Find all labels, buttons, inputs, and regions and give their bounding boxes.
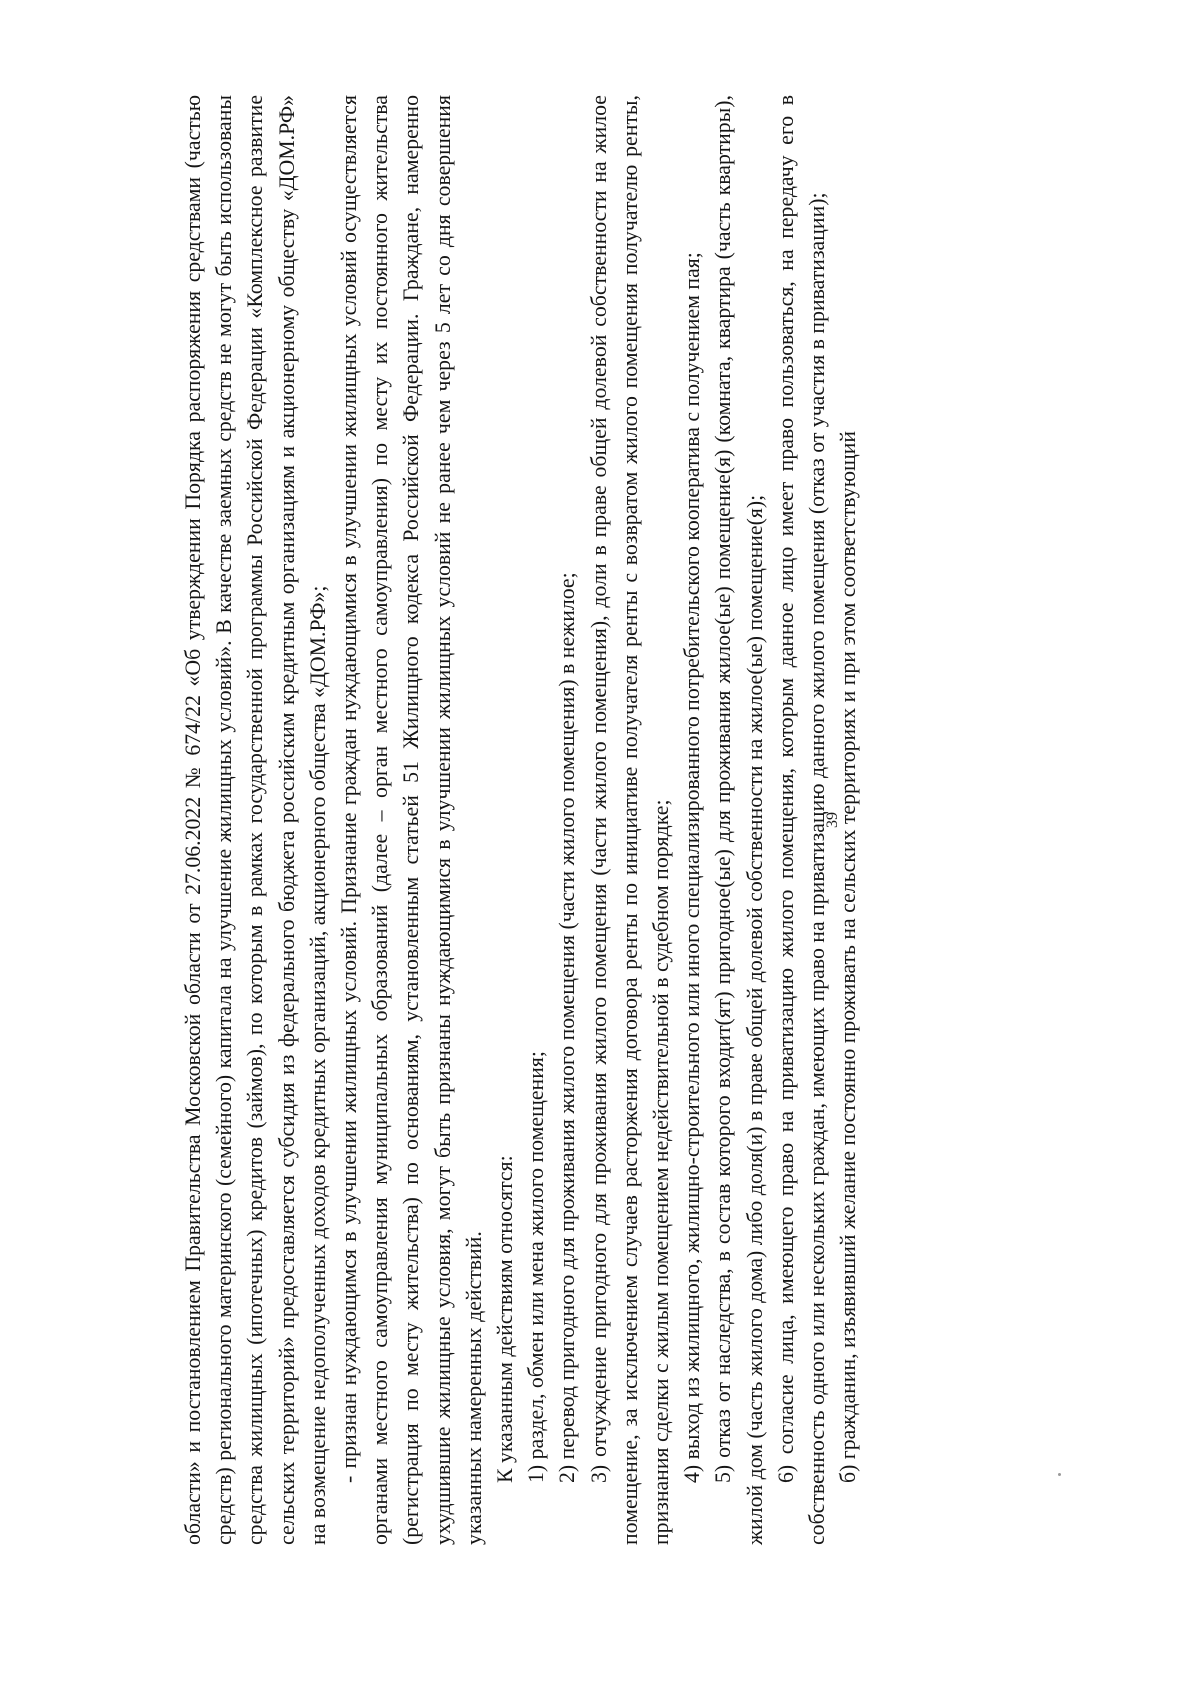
paragraph-8: 5) отказ от наследства, в состав которого входит(ят) пригодное(ые) для проживания жилое(ые) помещение(я) (комната, квартира (часть квартиры), жилой дом (часть жилого дома) либо доля(и) в праве общей долевой собственности на жилое(ые) помещение(я); bbox=[711, 95, 767, 1545]
page-number: 39 bbox=[824, 812, 841, 828]
scan-speck bbox=[1058, 1473, 1061, 1476]
paragraph-5: 2) перевод пригодного для проживания жилого помещения (части жилого помещения) в нежилое; bbox=[555, 572, 580, 1483]
paragraph-7: 4) выход из жилищного, жилищно-строительного или иного специализированного потребительского кооператива с получением пая; bbox=[680, 252, 705, 1483]
paragraph-3: К указанным действиям относятся: bbox=[493, 1155, 518, 1483]
rotated-page-content bbox=[178, 95, 898, 1545]
paragraph-10: б) гражданин, изъявивший желание постоянно проживать на сельских территориях и при этом соответствующий bbox=[836, 430, 861, 1483]
paragraph-9: 6) согласие лица, имеющего право на приватизацию жилого помещения, которым данное лицо имеет право пользоваться, на передачу его в собственность одного или нескольких граждан, имеющих право на приватизацию данного жилого помещения (отказ от участия в приватизации); bbox=[773, 95, 830, 1545]
paragraph-1: области» и постановлением Правительства Московской области от 27.06.2022 № 674/22 «Об утверждении Порядка распоряжения средствами (частью средств) регионального материнского (семейного) капитала на улучшение жилищных условий». В качестве заемных средств не могут быть использованы средства жилищных (ипотечных) кредитов (займов), по которым в рамках государственной программы Российской Федерации «Комплексное развитие сельских территорий» предоставляется субсидия из федерального бюджета российским кредитным организациям и акционерному обществу «ДОМ.РФ» на возмещение недополученных доходов кредитных организаций, акционерного общества «ДОМ.РФ»; bbox=[181, 95, 330, 1545]
body-text bbox=[178, 95, 864, 1545]
paragraph-4: 1) раздел, обмен или мена жилого помещения; bbox=[524, 1051, 549, 1483]
paragraph-6: 3) отчуждение пригодного для проживания жилого помещения (части жилого помещения), доли в праве общей долевой собственности на жилое помещение, за исключением случаев расторжения договора ренты по инициативе получателя ренты с возвратом жилого помещения получателю ренты, признания сделки с жилым помещением недействительной в судебном порядке; bbox=[586, 95, 674, 1545]
paragraph-2: - признан нуждающимся в улучшении жилищных условий. Признание граждан нуждающимися в улучшении жилищных условий осуществляется органами местного самоуправления муниципальных образований (далее – орган местного самоуправления) по месту их постоянного жительства (регистрация по месту жительства) по основаниям, установленным статьей 51 Жилищного кодекса Российской Федерации. Граждане, намеренно ухудшившие жилищные условия, могут быть признаны нуждающимися в улучшении жилищных условий не ранее чем через 5 лет со дня совершения указанных намеренных действий. bbox=[337, 95, 486, 1545]
